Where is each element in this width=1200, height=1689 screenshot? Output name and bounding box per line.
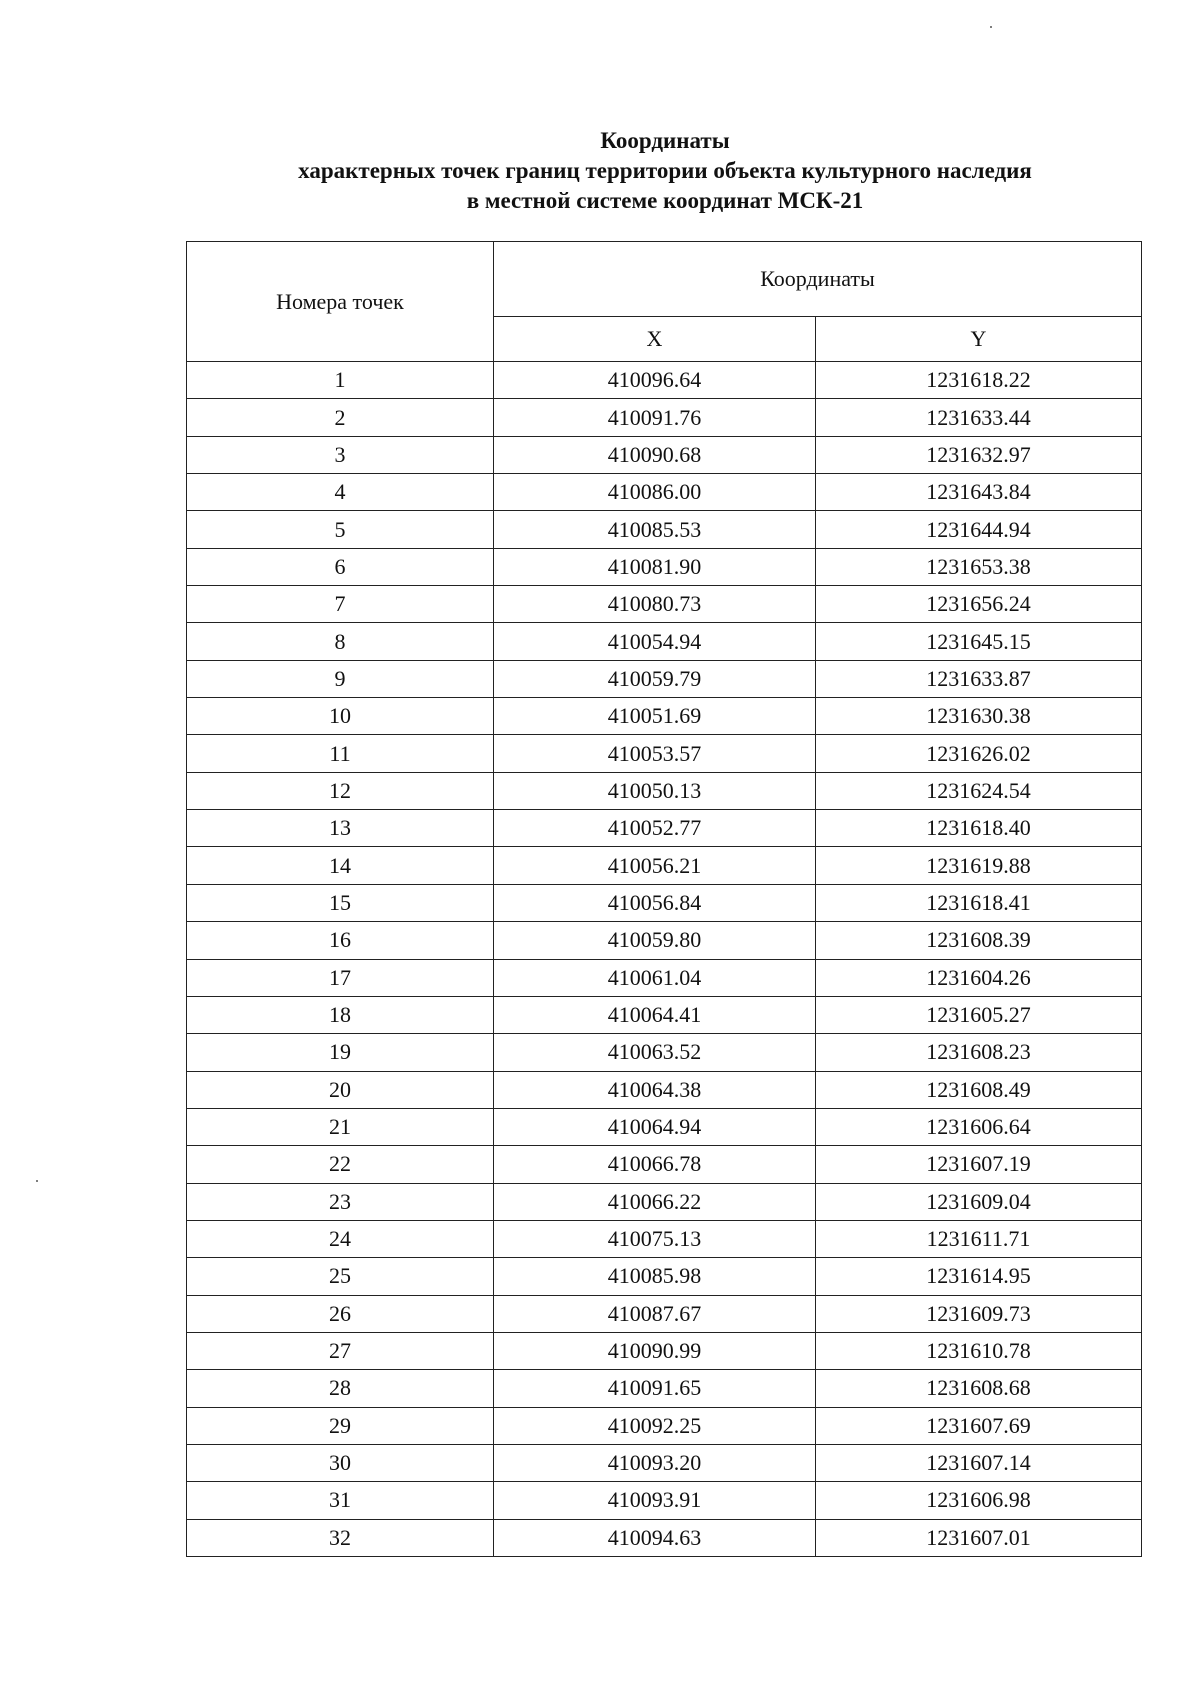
x-cell: 410066.22: [494, 1183, 816, 1220]
scan-speck: [36, 1180, 38, 1182]
y-cell: 1231619.88: [816, 847, 1142, 884]
header-coordinates: Координаты: [494, 242, 1142, 317]
point-number-cell: 6: [187, 548, 494, 585]
point-number-cell: 29: [187, 1407, 494, 1444]
point-number-cell: 25: [187, 1258, 494, 1295]
x-cell: 410096.64: [494, 362, 816, 399]
x-cell: 410052.77: [494, 810, 816, 847]
y-cell: 1231607.19: [816, 1146, 1142, 1183]
header-y: Y: [816, 317, 1142, 362]
table-row: [187, 1258, 1142, 1295]
y-cell: 1231653.38: [816, 548, 1142, 585]
table-row: [187, 735, 1142, 772]
table-row: [187, 1407, 1142, 1444]
table-row: [187, 436, 1142, 473]
point-number-cell: 22: [187, 1146, 494, 1183]
x-cell: 410091.65: [494, 1370, 816, 1407]
x-cell: 410092.25: [494, 1407, 816, 1444]
x-cell: 410059.80: [494, 922, 816, 959]
table-row: [187, 1183, 1142, 1220]
x-cell: 410085.53: [494, 511, 816, 548]
y-cell: 1231604.26: [816, 959, 1142, 996]
y-cell: 1231607.01: [816, 1519, 1142, 1556]
document-title: [0, 126, 1200, 216]
table-row: [187, 996, 1142, 1033]
point-number-cell: 4: [187, 474, 494, 511]
y-cell: 1231614.95: [816, 1258, 1142, 1295]
y-cell: 1231611.71: [816, 1220, 1142, 1257]
x-cell: 410066.78: [494, 1146, 816, 1183]
y-cell: 1231618.22: [816, 362, 1142, 399]
x-cell: 410054.94: [494, 623, 816, 660]
point-number-cell: 28: [187, 1370, 494, 1407]
table-body: [187, 362, 1142, 1557]
y-cell: 1231609.73: [816, 1295, 1142, 1332]
y-cell: 1231633.87: [816, 660, 1142, 697]
table-row: [187, 772, 1142, 809]
y-cell: 1231608.49: [816, 1071, 1142, 1108]
x-cell: 410064.38: [494, 1071, 816, 1108]
title-line-3: в местной системе координат МСК-21: [466, 188, 864, 213]
table-row: [187, 548, 1142, 585]
point-number-cell: 5: [187, 511, 494, 548]
point-number-cell: 26: [187, 1295, 494, 1332]
point-number-cell: 30: [187, 1444, 494, 1481]
x-cell: 410091.76: [494, 399, 816, 436]
x-cell: 410056.21: [494, 847, 816, 884]
table-row: [187, 623, 1142, 660]
y-cell: 1231610.78: [816, 1332, 1142, 1369]
table-header: [187, 242, 1142, 362]
y-cell: 1231644.94: [816, 511, 1142, 548]
point-number-cell: 2: [187, 399, 494, 436]
table-row: [187, 884, 1142, 921]
table-row: [187, 1146, 1142, 1183]
point-number-cell: 17: [187, 959, 494, 996]
point-number-cell: 18: [187, 996, 494, 1033]
header-point-numbers: Номера точек: [187, 242, 494, 362]
table-row: [187, 660, 1142, 697]
x-cell: 410064.94: [494, 1108, 816, 1145]
x-cell: 410056.84: [494, 884, 816, 921]
point-number-cell: 24: [187, 1220, 494, 1257]
table-row: [187, 847, 1142, 884]
table-row: [187, 399, 1142, 436]
x-cell: 410087.67: [494, 1295, 816, 1332]
table-row: [187, 1482, 1142, 1519]
x-cell: 410053.57: [494, 735, 816, 772]
x-cell: 410093.91: [494, 1482, 816, 1519]
table-row: [187, 511, 1142, 548]
y-cell: 1231624.54: [816, 772, 1142, 809]
point-number-cell: 11: [187, 735, 494, 772]
y-cell: 1231607.14: [816, 1444, 1142, 1481]
table-row: [187, 586, 1142, 623]
x-cell: 410059.79: [494, 660, 816, 697]
table-row: [187, 1295, 1142, 1332]
table-row: [187, 1071, 1142, 1108]
y-cell: 1231630.38: [816, 698, 1142, 735]
y-cell: 1231605.27: [816, 996, 1142, 1033]
point-number-cell: 16: [187, 922, 494, 959]
point-number-cell: 19: [187, 1034, 494, 1071]
y-cell: 1231618.40: [816, 810, 1142, 847]
point-number-cell: 8: [187, 623, 494, 660]
point-number-cell: 3: [187, 436, 494, 473]
y-cell: 1231633.44: [816, 399, 1142, 436]
point-number-cell: 13: [187, 810, 494, 847]
point-number-cell: 14: [187, 847, 494, 884]
table-row: [187, 474, 1142, 511]
point-number-cell: 27: [187, 1332, 494, 1369]
x-cell: 410075.13: [494, 1220, 816, 1257]
y-cell: 1231608.39: [816, 922, 1142, 959]
title-line-1: Координаты: [600, 128, 730, 153]
y-cell: 1231607.69: [816, 1407, 1142, 1444]
point-number-cell: 9: [187, 660, 494, 697]
y-cell: 1231656.24: [816, 586, 1142, 623]
x-cell: 410085.98: [494, 1258, 816, 1295]
y-cell: 1231606.64: [816, 1108, 1142, 1145]
title-line-2: характерных точек границ территории объекта культурного наследия: [298, 158, 1032, 183]
x-cell: 410086.00: [494, 474, 816, 511]
point-number-cell: 31: [187, 1482, 494, 1519]
x-cell: 410051.69: [494, 698, 816, 735]
point-number-cell: 23: [187, 1183, 494, 1220]
table-row: [187, 959, 1142, 996]
x-cell: 410090.99: [494, 1332, 816, 1369]
x-cell: 410064.41: [494, 996, 816, 1033]
table-row: [187, 1034, 1142, 1071]
point-number-cell: 20: [187, 1071, 494, 1108]
x-cell: 410063.52: [494, 1034, 816, 1071]
y-cell: 1231608.68: [816, 1370, 1142, 1407]
point-number-cell: 21: [187, 1108, 494, 1145]
point-number-cell: 10: [187, 698, 494, 735]
y-cell: 1231608.23: [816, 1034, 1142, 1071]
point-number-cell: 1: [187, 362, 494, 399]
x-cell: 410093.20: [494, 1444, 816, 1481]
x-cell: 410081.90: [494, 548, 816, 585]
coordinates-table: [186, 241, 1142, 1557]
table-row: [187, 362, 1142, 399]
table-row: [187, 1108, 1142, 1145]
y-cell: 1231618.41: [816, 884, 1142, 921]
table-row: [187, 1519, 1142, 1556]
y-cell: 1231632.97: [816, 436, 1142, 473]
y-cell: 1231643.84: [816, 474, 1142, 511]
scan-speck: [990, 26, 992, 28]
x-cell: 410080.73: [494, 586, 816, 623]
y-cell: 1231606.98: [816, 1482, 1142, 1519]
point-number-cell: 15: [187, 884, 494, 921]
header-x: X: [494, 317, 816, 362]
y-cell: 1231626.02: [816, 735, 1142, 772]
y-cell: 1231645.15: [816, 623, 1142, 660]
x-cell: 410090.68: [494, 436, 816, 473]
x-cell: 410061.04: [494, 959, 816, 996]
point-number-cell: 7: [187, 586, 494, 623]
point-number-cell: 32: [187, 1519, 494, 1556]
table-row: [187, 1332, 1142, 1369]
point-number-cell: 12: [187, 772, 494, 809]
y-cell: 1231609.04: [816, 1183, 1142, 1220]
table-row: [187, 922, 1142, 959]
table-row: [187, 1370, 1142, 1407]
table-row: [187, 698, 1142, 735]
table-row: [187, 810, 1142, 847]
table-row: [187, 1444, 1142, 1481]
x-cell: 410094.63: [494, 1519, 816, 1556]
x-cell: 410050.13: [494, 772, 816, 809]
table-row: [187, 1220, 1142, 1257]
